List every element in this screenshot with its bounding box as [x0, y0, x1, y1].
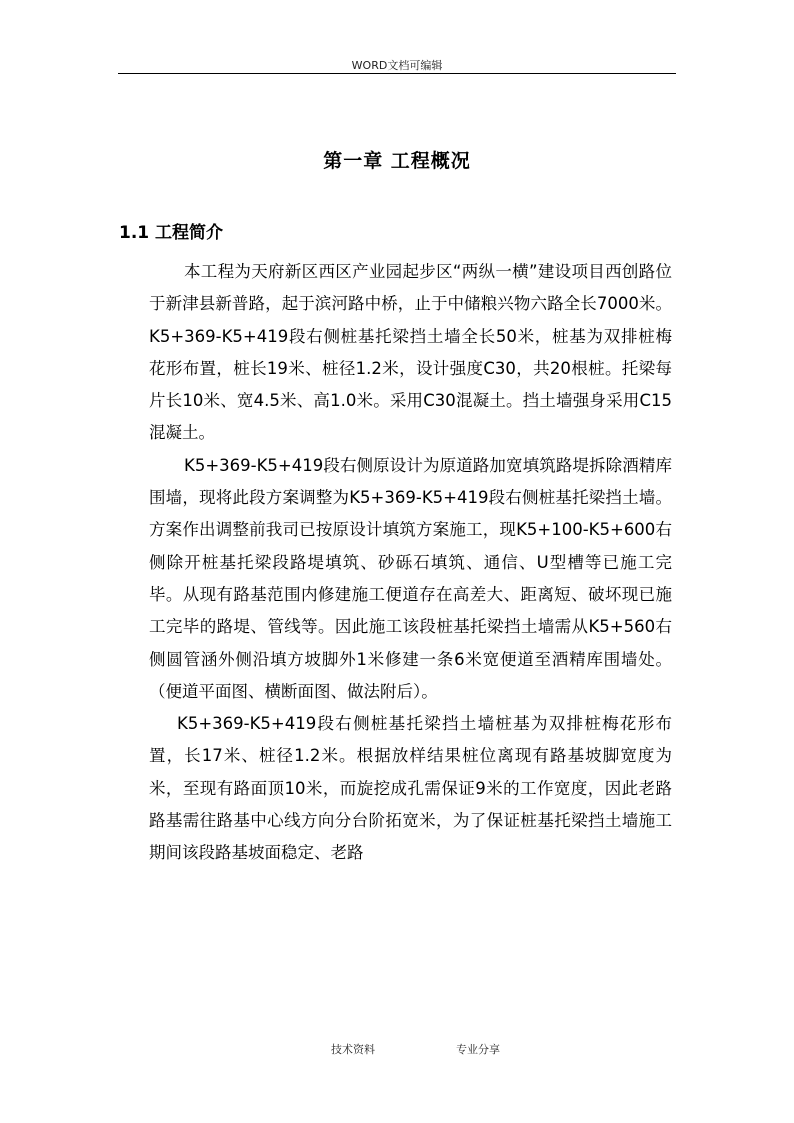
body-text — [149, 256, 672, 870]
page-header: WORD文档可编辑 — [351, 59, 443, 72]
header-divider — [118, 73, 676, 74]
paragraph-1: 本工程为天府新区西区产业园起步区“两纵一横”建设项目西创路位于新津县新普路，起于滨河路中桥，止于中储粮兴物六路全长7000米。K5+369-K5+419段右侧桩基托梁挡土墙全长50米，桩基为双排桩梅花形布置，桩长19米、桩径1.2米，设计强度C30，共20根桩。托梁每片长10米、宽4.5米、高1.0米。采用C30混凝土。挡土墙强身采用C15混凝土。 — [149, 262, 672, 443]
footer-right-text: 专业分享 — [456, 1043, 500, 1056]
section-heading: 1.1 工程简介 — [119, 223, 224, 243]
paragraph-3: K5+369-K5+419段右侧桩基托梁挡土墙桩基为双排桩梅花形布置，长17米、桩径1.2米。根据放样结果桩位离现有路基坡脚宽度为 米，至现有路面顶10米，而旋挖成孔需保证9米的工作宽度，因此老路路基需往路基中心线方向分台阶拓宽米，为了保证桩基托梁挡土墙施工期间该段路基坡面稳定、老路 — [149, 714, 672, 863]
footer-left-text: 技术资料 — [331, 1043, 375, 1056]
paragraph-2: K5+369-K5+419段右侧原设计为原道路加宽填筑路堤拆除酒精库围墙，现将此段方案调整为K5+369-K5+419段右侧桩基托梁挡土墙。方案作出调整前我司已按原设计填筑方案施工，现K5+100-K5+600右侧除开桩基托梁段路堤填筑、砂砾石填筑、通信、U型槽等已施工完毕。从现有路基范围内修建施工便道存在高差大、距离短、破坏现已施工完毕的路堤、管线等。因此施工该段桩基托梁挡土墙需从K5+560右侧圆管涵外侧沿填方坡脚外1米修建一条6米宽便道至酒精库围墙处。（便道平面图、横断面图、做法附后）。 — [149, 455, 672, 701]
chapter-title: 第一章 工程概况 — [323, 150, 471, 172]
